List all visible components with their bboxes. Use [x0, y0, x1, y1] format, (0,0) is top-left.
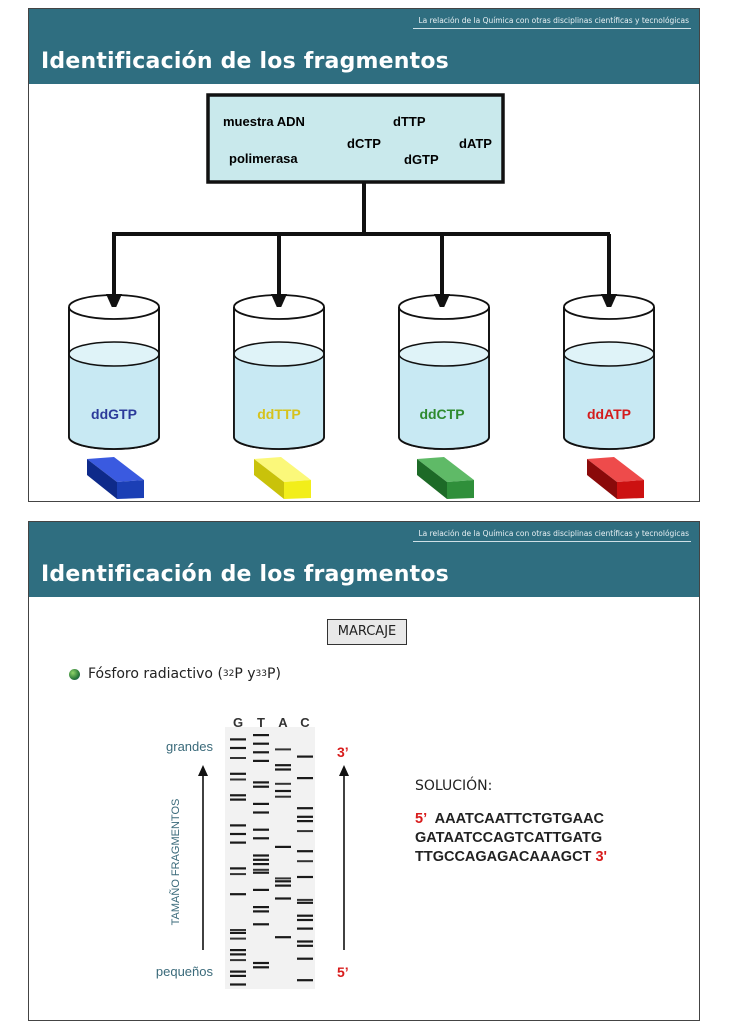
gel-band: [253, 837, 269, 839]
gel-band: [275, 768, 291, 770]
mix-label-dttp: dTTP: [393, 114, 426, 129]
label-5prime: 5’: [337, 964, 349, 980]
gel-band: [253, 863, 269, 865]
gel-band: [253, 906, 269, 908]
gel-band: [230, 873, 246, 875]
seq-line-1: AAATCAATTCTGTGAAC: [434, 811, 605, 827]
gel-band: [297, 945, 313, 947]
axis-label-size: TAMAÑO FRAGMENTOS: [170, 798, 182, 926]
gel-band: [230, 959, 246, 961]
gel-band: [275, 880, 291, 882]
gel-band: [253, 760, 269, 762]
gel-band: [253, 734, 269, 736]
label-3prime: 3’: [337, 744, 349, 760]
gel-band: [253, 781, 269, 783]
gel-band: [230, 833, 246, 835]
gel-band: [275, 790, 291, 792]
marcaje-box: MARCAJE: [327, 619, 407, 645]
solution-label: SOLUCIÓN:: [415, 778, 493, 794]
gel-band: [253, 872, 269, 874]
gel-band: [275, 764, 291, 766]
arrow-up-icon: [339, 765, 349, 776]
block-red: [587, 457, 644, 499]
gel-band: [275, 885, 291, 887]
gel-band: [230, 953, 246, 955]
gel-band: [230, 971, 246, 973]
tube-label-ddttp: ddTTP: [257, 406, 301, 422]
gel-band: [297, 979, 313, 981]
gel-band: [253, 743, 269, 745]
gel-band: [230, 779, 246, 781]
solution-sequence: [415, 810, 607, 867]
gel-band: [275, 877, 291, 879]
gel-band: [253, 854, 269, 856]
mix-label-dna: muestra ADN: [223, 114, 305, 129]
bullet-mid: P y: [234, 666, 256, 682]
gel-band: [297, 876, 313, 878]
slide-subtitle: La relación de la Química con otras disciplinas científicas y tecnológicas: [418, 16, 689, 25]
slide-2: [28, 521, 700, 1021]
gel-band: [253, 962, 269, 964]
label-pequenos: pequeños: [155, 964, 213, 979]
gel-band: [230, 824, 246, 826]
seq-line-2: GATAATCCAGTCATTGATG: [415, 830, 603, 846]
gel-band: [253, 811, 269, 813]
mix-label-polimerasa: polimerasa: [229, 151, 298, 166]
gel-band: [230, 773, 246, 775]
bullet-prefix: Fósforo radiactivo (: [88, 666, 223, 682]
gel-band: [230, 932, 246, 934]
gel-band: [230, 983, 246, 985]
gel-band: [230, 794, 246, 796]
gel-band: [230, 867, 246, 869]
lane-label-a: A: [278, 715, 288, 730]
gel-band: [253, 923, 269, 925]
mix-label-dgtp: dGTP: [404, 152, 439, 167]
gel-band: [297, 756, 313, 758]
tube-label-ddctp: ddCTP: [419, 406, 465, 422]
seq-3prime: 3': [595, 849, 607, 865]
lane-label-t: T: [257, 715, 265, 730]
gel-band: [297, 902, 313, 904]
gel-band: [275, 936, 291, 938]
gel-band: [230, 938, 246, 940]
gel-band: [297, 816, 313, 818]
gel-band: [297, 958, 313, 960]
tube-ddgtp: [69, 295, 159, 449]
mix-label-datp: dATP: [459, 136, 492, 151]
block-blue: [87, 457, 144, 499]
gel-band: [275, 846, 291, 848]
gel-band: [297, 820, 313, 822]
lane-label-c: C: [300, 715, 310, 730]
slide-title: Identificación de los fragmentos: [41, 49, 449, 74]
gel-band: [253, 829, 269, 831]
lane-label-g: G: [232, 715, 244, 730]
gel-band: [230, 799, 246, 801]
gel-band: [275, 783, 291, 785]
gel-band: [297, 928, 313, 930]
gel-band: [297, 915, 313, 917]
gel-band: [230, 949, 246, 951]
gel-band: [253, 910, 269, 912]
label-grandes: grandes: [166, 739, 213, 754]
gel-band: [230, 757, 246, 759]
slide-1: [28, 8, 700, 502]
gel-band: [297, 850, 313, 852]
gel-band: [230, 842, 246, 844]
gel-band: [297, 860, 313, 862]
sequencing-diagram: [29, 9, 700, 502]
block-green: [417, 457, 474, 499]
gel-band: [253, 751, 269, 753]
bullet-suffix: P): [267, 666, 281, 682]
block-yellow: [254, 457, 311, 499]
gel-band: [230, 738, 246, 740]
gel-band: [230, 893, 246, 895]
gel-band: [253, 869, 269, 871]
gel-band: [275, 897, 291, 899]
arrows: [106, 234, 617, 312]
seq-line-3: TTGCCAGAGACAAAGCT: [415, 849, 592, 865]
gel-band: [275, 796, 291, 798]
gel-band: [253, 889, 269, 891]
gel-figure: [29, 522, 700, 1021]
gel-band: [297, 830, 313, 832]
gel-band: [230, 929, 246, 931]
gel-band: [297, 807, 313, 809]
slide-title: Identificación de los fragmentos: [41, 562, 449, 587]
gel-band: [230, 747, 246, 749]
tube-ddctp: [399, 295, 489, 449]
slide-subtitle: La relación de la Química con otras disciplinas científicas y tecnológicas: [418, 529, 689, 538]
isotope-33: 33: [255, 669, 267, 679]
arrow-up-icon: [198, 765, 208, 776]
gel-band: [297, 777, 313, 779]
gel-band: [253, 803, 269, 805]
gel-band: [297, 919, 313, 921]
tube-ddatp: [564, 295, 654, 449]
tube-label-ddatp: ddATP: [586, 406, 632, 422]
gel-band: [253, 966, 269, 968]
gel-band: [297, 899, 313, 901]
seq-5prime: 5’: [415, 811, 428, 827]
gel-band: [275, 748, 291, 750]
tube-label-ddgtp: ddGTP: [91, 406, 137, 422]
gel-band: [253, 859, 269, 861]
gel-band: [253, 786, 269, 788]
mix-label-dctp: dCTP: [347, 136, 381, 151]
tube-ddttp: [234, 295, 324, 449]
gel-band: [297, 940, 313, 942]
gel-band: [230, 975, 246, 977]
isotope-32: 32: [222, 669, 235, 679]
